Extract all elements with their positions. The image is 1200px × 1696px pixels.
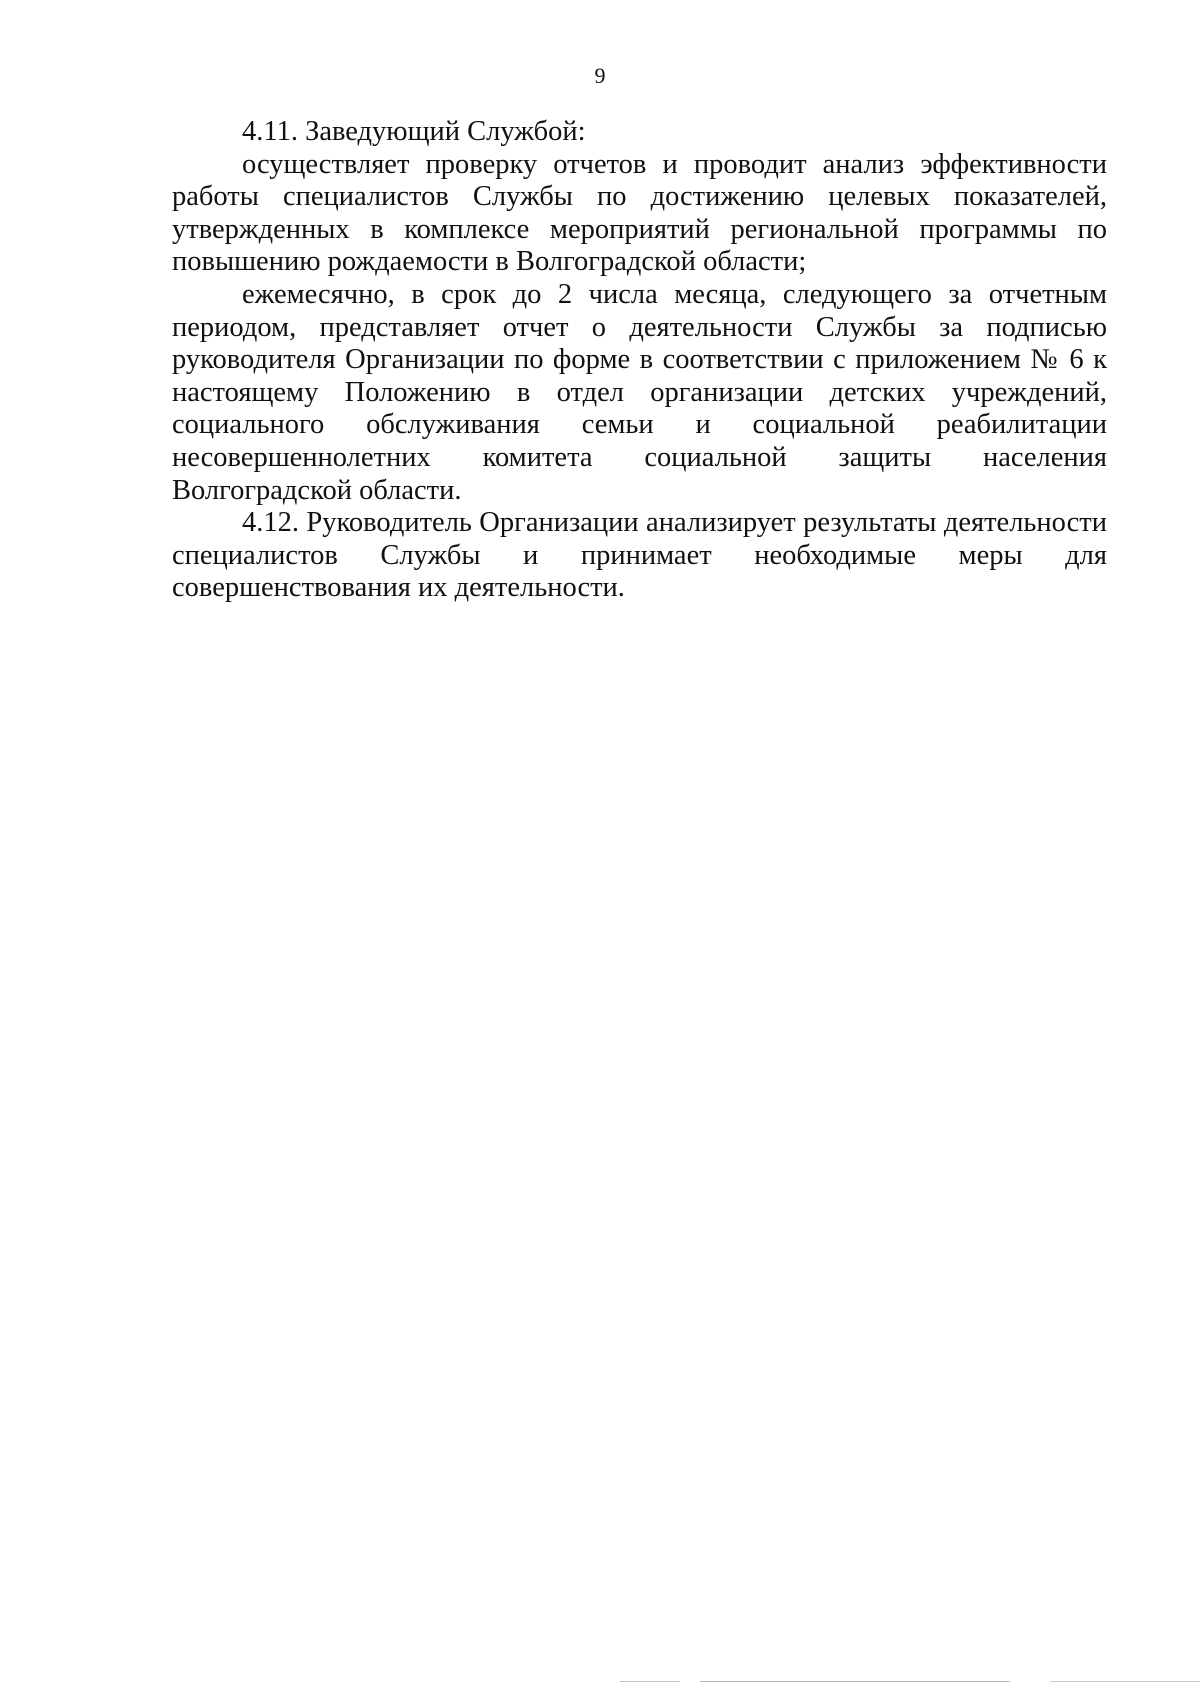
paragraph-4-12: 4.12. Руководитель Организации анализирует результаты деятельности специалистов Службы и принимает необходимые меры для совершенствования их деятельности. — [172, 507, 1107, 604]
scan-artifact-line — [620, 1681, 680, 1682]
paragraph-report-check: осуществляет проверку отчетов и проводит анализ эффективности работы специалистов Службы по достижению целевых показателей, утвержденных в комплексе мероприятий региональной программы по повышению рождаемости в Волгоградской области; — [172, 148, 1107, 278]
scan-artifact-line — [700, 1681, 1010, 1682]
scan-artifact-line — [1050, 1681, 1200, 1682]
page-number: 9 — [594, 63, 606, 88]
section-heading-4-11: 4.11. Заведующий Службой: — [242, 116, 586, 147]
paragraph-monthly-report: ежемесячно, в срок до 2 числа месяца, следующего за отчетным периодом, представляет отчет о деятельности Службы за подписью руководителя Организации по форме в соответствии с приложением № 6 к настоящему Положению в отдел организации детских учреждений, социального обслуживания семьи и социальной реабилитации несовершеннолетних комитета социальной защиты населения Волгоградской области. — [172, 278, 1107, 506]
document-body — [172, 116, 1107, 605]
